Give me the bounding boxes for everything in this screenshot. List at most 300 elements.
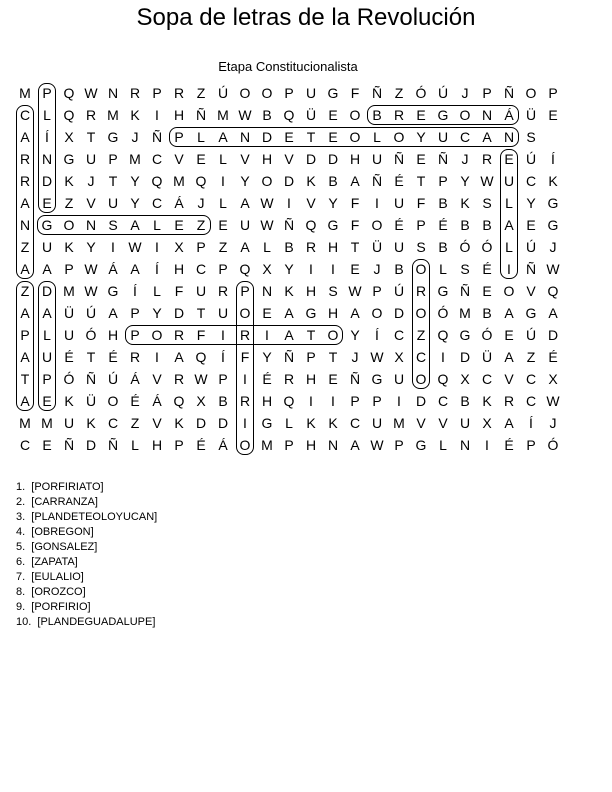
grid-letter[interactable]: E <box>42 393 52 409</box>
grid-letter[interactable]: Z <box>526 349 536 365</box>
grid-letter[interactable]: W <box>546 261 560 277</box>
grid-letter[interactable]: P <box>218 371 228 387</box>
grid-letter[interactable]: D <box>217 415 229 431</box>
grid-letter[interactable]: K <box>284 283 294 299</box>
grid-letter[interactable]: E <box>42 437 52 453</box>
grid-letter[interactable]: Í <box>551 151 555 167</box>
grid-letter[interactable]: Ñ <box>349 371 361 387</box>
grid-letter[interactable]: M <box>173 173 185 189</box>
grid-letter[interactable]: R <box>503 393 515 409</box>
grid-letter[interactable]: I <box>331 261 335 277</box>
grid-letter[interactable]: O <box>525 85 537 101</box>
grid-letter[interactable]: Ó <box>481 239 493 255</box>
grid-letter[interactable]: Z <box>64 195 74 211</box>
grid-letter[interactable]: K <box>86 415 96 431</box>
grid-letter[interactable]: A <box>482 129 492 145</box>
grid-letter[interactable]: O <box>349 107 361 123</box>
grid-letter[interactable]: C <box>459 129 471 145</box>
grid-letter[interactable]: A <box>20 129 30 145</box>
grid-letter[interactable]: J <box>549 415 557 431</box>
grid-letter[interactable]: Q <box>547 283 559 299</box>
grid-letter[interactable]: Y <box>240 173 250 189</box>
grid-letter[interactable]: O <box>459 107 471 123</box>
grid-letter[interactable]: O <box>371 305 383 321</box>
grid-letter[interactable]: É <box>438 217 448 233</box>
grid-letter[interactable]: Á <box>152 393 162 409</box>
grid-letter[interactable]: Í <box>155 261 159 277</box>
grid-letter[interactable]: Q <box>437 327 449 343</box>
grid-letter[interactable]: U <box>217 305 229 321</box>
grid-letter[interactable]: S <box>482 195 492 211</box>
grid-letter[interactable]: Z <box>130 415 140 431</box>
grid-letter[interactable]: T <box>20 371 30 387</box>
grid-letter[interactable]: I <box>243 371 247 387</box>
grid-letter[interactable]: U <box>107 195 119 211</box>
grid-letter[interactable]: Y <box>86 239 96 255</box>
grid-letter[interactable]: Á <box>174 195 184 211</box>
grid-letter[interactable]: A <box>174 349 184 365</box>
grid-letter[interactable]: X <box>548 371 558 387</box>
grid-letter[interactable]: V <box>152 371 162 387</box>
grid-letter[interactable]: H <box>327 305 339 321</box>
grid-letter[interactable]: Ó <box>547 437 559 453</box>
grid-letter[interactable]: A <box>240 239 250 255</box>
grid-letter[interactable]: R <box>481 151 493 167</box>
grid-letter[interactable]: Q <box>173 393 185 409</box>
letter-grid[interactable] <box>14 82 560 460</box>
grid-letter[interactable]: W <box>194 371 208 387</box>
grid-letter[interactable]: Ñ <box>85 371 97 387</box>
grid-letter[interactable]: D <box>393 305 405 321</box>
grid-letter[interactable]: O <box>327 327 339 343</box>
grid-letter[interactable]: O <box>239 305 251 321</box>
grid-letter[interactable]: U <box>459 415 471 431</box>
grid-letter[interactable]: É <box>482 261 492 277</box>
grid-letter[interactable]: W <box>370 349 384 365</box>
grid-letter[interactable]: E <box>416 151 426 167</box>
grid-letter[interactable]: P <box>284 85 294 101</box>
grid-letter[interactable]: É <box>196 437 206 453</box>
grid-letter[interactable]: Q <box>305 217 317 233</box>
grid-letter[interactable]: O <box>393 129 405 145</box>
grid-letter[interactable]: E <box>196 151 206 167</box>
grid-letter[interactable]: P <box>526 437 536 453</box>
grid-letter[interactable]: Ñ <box>371 173 383 189</box>
grid-letter[interactable]: B <box>460 393 470 409</box>
grid-letter[interactable]: V <box>306 195 316 211</box>
grid-letter[interactable]: O <box>107 393 119 409</box>
grid-letter[interactable]: C <box>349 415 361 431</box>
grid-letter[interactable]: Ñ <box>283 217 295 233</box>
grid-letter[interactable]: P <box>350 393 360 409</box>
grid-letter[interactable]: E <box>504 327 514 343</box>
grid-letter[interactable]: X <box>482 415 492 431</box>
grid-letter[interactable]: I <box>155 107 159 123</box>
grid-letter[interactable]: O <box>239 85 251 101</box>
grid-letter[interactable]: P <box>438 173 448 189</box>
grid-letter[interactable]: I <box>221 327 225 343</box>
grid-letter[interactable]: T <box>306 129 316 145</box>
grid-letter[interactable]: J <box>131 129 139 145</box>
grid-letter[interactable]: A <box>350 437 360 453</box>
grid-letter[interactable]: W <box>238 107 252 123</box>
grid-letter[interactable]: B <box>394 261 404 277</box>
grid-letter[interactable]: F <box>240 349 250 365</box>
grid-letter[interactable]: R <box>129 349 141 365</box>
grid-letter[interactable]: K <box>328 415 338 431</box>
grid-letter[interactable]: A <box>548 305 558 321</box>
grid-letter[interactable]: O <box>151 327 163 343</box>
grid-letter[interactable]: E <box>174 217 184 233</box>
grid-letter[interactable]: Y <box>130 195 140 211</box>
grid-letter[interactable]: I <box>243 415 247 431</box>
grid-letter[interactable]: R <box>415 283 427 299</box>
grid-letter[interactable]: J <box>87 173 95 189</box>
grid-letter[interactable]: U <box>393 371 405 387</box>
grid-letter[interactable]: V <box>174 151 184 167</box>
grid-letter[interactable]: C <box>195 261 207 277</box>
grid-letter[interactable]: A <box>240 195 250 211</box>
grid-letter[interactable]: M <box>63 283 75 299</box>
grid-letter[interactable]: Ó <box>481 327 493 343</box>
grid-letter[interactable]: Z <box>196 217 206 233</box>
grid-letter[interactable]: N <box>261 283 273 299</box>
grid-letter[interactable]: K <box>64 239 74 255</box>
grid-letter[interactable]: H <box>173 261 185 277</box>
grid-letter[interactable]: V <box>240 151 250 167</box>
grid-letter[interactable]: F <box>350 195 360 211</box>
grid-letter[interactable]: T <box>416 173 426 189</box>
grid-letter[interactable]: Ú <box>437 85 449 101</box>
grid-letter[interactable]: O <box>349 129 361 145</box>
grid-letter[interactable]: D <box>305 151 317 167</box>
grid-letter[interactable]: L <box>219 151 227 167</box>
grid-letter[interactable]: Ú <box>393 283 405 299</box>
grid-letter[interactable]: N <box>41 151 53 167</box>
grid-letter[interactable]: I <box>485 437 489 453</box>
grid-letter[interactable]: M <box>19 85 31 101</box>
grid-letter[interactable]: Ñ <box>195 107 207 123</box>
grid-letter[interactable]: L <box>285 415 293 431</box>
grid-letter[interactable]: W <box>84 85 98 101</box>
grid-letter[interactable]: A <box>504 305 514 321</box>
grid-letter[interactable]: B <box>284 239 294 255</box>
grid-letter[interactable]: B <box>460 217 470 233</box>
grid-letter[interactable]: R <box>19 151 31 167</box>
grid-letter[interactable]: Ú <box>217 85 229 101</box>
grid-letter[interactable]: D <box>415 393 427 409</box>
grid-letter[interactable]: W <box>370 437 384 453</box>
grid-letter[interactable]: K <box>130 107 140 123</box>
grid-letter[interactable]: C <box>151 151 163 167</box>
grid-letter[interactable]: Z <box>218 239 228 255</box>
grid-letter[interactable]: D <box>41 283 53 299</box>
grid-letter[interactable]: Á <box>130 371 140 387</box>
grid-letter[interactable]: G <box>371 371 383 387</box>
grid-letter[interactable]: C <box>437 393 449 409</box>
grid-letter[interactable]: W <box>480 173 494 189</box>
grid-letter[interactable]: B <box>262 107 272 123</box>
grid-letter[interactable]: R <box>239 327 251 343</box>
grid-letter[interactable]: X <box>196 393 206 409</box>
grid-letter[interactable]: U <box>41 239 53 255</box>
grid-letter[interactable]: U <box>85 151 97 167</box>
grid-letter[interactable]: R <box>393 107 405 123</box>
grid-letter[interactable]: K <box>174 415 184 431</box>
grid-letter[interactable]: M <box>41 415 53 431</box>
grid-letter[interactable]: Ñ <box>107 437 119 453</box>
grid-letter[interactable]: E <box>42 195 52 211</box>
grid-letter[interactable]: J <box>351 349 359 365</box>
grid-letter[interactable]: G <box>305 305 317 321</box>
grid-letter[interactable]: J <box>461 151 469 167</box>
grid-letter[interactable]: D <box>459 349 471 365</box>
grid-letter[interactable]: P <box>152 85 162 101</box>
grid-letter[interactable]: G <box>547 217 559 233</box>
grid-letter[interactable]: Q <box>195 173 207 189</box>
grid-letter[interactable]: D <box>195 415 207 431</box>
grid-letter[interactable]: P <box>218 261 228 277</box>
grid-letter[interactable]: U <box>63 415 75 431</box>
grid-letter[interactable]: R <box>19 173 31 189</box>
grid-letter[interactable]: Q <box>283 107 295 123</box>
grid-letter[interactable]: G <box>459 327 471 343</box>
grid-letter[interactable]: L <box>439 437 447 453</box>
grid-letter[interactable]: G <box>107 129 119 145</box>
grid-letter[interactable]: E <box>328 129 338 145</box>
grid-letter[interactable]: K <box>548 173 558 189</box>
grid-letter[interactable]: I <box>309 261 313 277</box>
grid-letter[interactable]: B <box>438 239 448 255</box>
grid-letter[interactable]: Ó <box>63 371 75 387</box>
grid-letter[interactable]: X <box>262 261 272 277</box>
grid-letter[interactable]: É <box>394 173 404 189</box>
grid-letter[interactable]: Y <box>328 195 338 211</box>
grid-letter[interactable]: M <box>261 437 273 453</box>
grid-letter[interactable]: T <box>328 349 338 365</box>
grid-letter[interactable]: I <box>155 349 159 365</box>
grid-letter[interactable]: U <box>41 349 53 365</box>
grid-letter[interactable]: O <box>261 173 273 189</box>
grid-letter[interactable]: I <box>507 261 511 277</box>
grid-letter[interactable]: C <box>393 327 405 343</box>
grid-letter[interactable]: M <box>393 415 405 431</box>
grid-letter[interactable]: L <box>263 239 271 255</box>
grid-letter[interactable]: A <box>504 349 514 365</box>
grid-letter[interactable]: Ú <box>85 305 97 321</box>
grid-letter[interactable]: Q <box>63 85 75 101</box>
grid-letter[interactable]: A <box>108 305 118 321</box>
grid-letter[interactable]: W <box>260 217 274 233</box>
grid-letter[interactable]: M <box>129 151 141 167</box>
grid-letter[interactable]: Ñ <box>525 261 537 277</box>
grid-letter[interactable]: E <box>416 107 426 123</box>
grid-letter[interactable]: M <box>217 107 229 123</box>
grid-letter[interactable]: B <box>482 217 492 233</box>
grid-letter[interactable]: I <box>441 349 445 365</box>
grid-letter[interactable]: I <box>221 173 225 189</box>
grid-letter[interactable]: H <box>107 327 119 343</box>
grid-letter[interactable]: Á <box>504 107 514 123</box>
grid-letter[interactable]: X <box>394 349 404 365</box>
grid-letter[interactable]: I <box>287 195 291 211</box>
grid-letter[interactable]: A <box>20 393 30 409</box>
grid-letter[interactable]: V <box>86 195 96 211</box>
grid-letter[interactable]: I <box>397 393 401 409</box>
grid-letter[interactable]: W <box>348 283 362 299</box>
grid-letter[interactable]: A <box>42 261 52 277</box>
grid-letter[interactable]: R <box>239 393 251 409</box>
grid-letter[interactable]: U <box>195 283 207 299</box>
grid-letter[interactable]: O <box>415 305 427 321</box>
grid-letter[interactable]: L <box>505 195 513 211</box>
grid-letter[interactable]: D <box>85 437 97 453</box>
grid-letter[interactable]: L <box>505 239 513 255</box>
grid-letter[interactable]: P <box>240 283 250 299</box>
grid-letter[interactable]: X <box>460 371 470 387</box>
grid-letter[interactable]: Ó <box>85 327 97 343</box>
grid-letter[interactable]: E <box>218 217 228 233</box>
grid-letter[interactable]: G <box>547 195 559 211</box>
grid-letter[interactable]: P <box>416 217 426 233</box>
grid-letter[interactable]: K <box>64 173 74 189</box>
grid-letter[interactable]: I <box>331 393 335 409</box>
grid-letter[interactable]: Ñ <box>459 283 471 299</box>
grid-letter[interactable]: R <box>305 239 317 255</box>
grid-letter[interactable]: U <box>437 129 449 145</box>
grid-letter[interactable]: Ñ <box>283 349 295 365</box>
grid-letter[interactable]: C <box>525 173 537 189</box>
grid-letter[interactable]: I <box>155 239 159 255</box>
grid-letter[interactable]: R <box>283 371 295 387</box>
grid-letter[interactable]: Ü <box>305 107 317 123</box>
grid-letter[interactable]: E <box>262 305 272 321</box>
grid-letter[interactable]: Á <box>218 437 228 453</box>
grid-letter[interactable]: Ó <box>437 305 449 321</box>
grid-letter[interactable]: M <box>459 305 471 321</box>
grid-letter[interactable]: G <box>415 437 427 453</box>
grid-letter[interactable]: U <box>503 173 515 189</box>
grid-letter[interactable]: D <box>547 327 559 343</box>
grid-letter[interactable]: E <box>482 283 492 299</box>
grid-letter[interactable]: R <box>129 85 141 101</box>
grid-letter[interactable]: D <box>327 151 339 167</box>
grid-letter[interactable]: G <box>107 283 119 299</box>
grid-letter[interactable]: Q <box>63 107 75 123</box>
grid-letter[interactable]: N <box>107 85 119 101</box>
grid-letter[interactable]: W <box>84 261 98 277</box>
grid-letter[interactable]: O <box>415 261 427 277</box>
grid-letter[interactable]: N <box>19 217 31 233</box>
grid-letter[interactable]: H <box>349 151 361 167</box>
grid-letter[interactable]: Ñ <box>151 129 163 145</box>
grid-letter[interactable]: Á <box>108 261 118 277</box>
grid-letter[interactable]: E <box>504 151 514 167</box>
grid-letter[interactable]: N <box>239 129 251 145</box>
grid-letter[interactable]: Í <box>375 327 379 343</box>
grid-letter[interactable]: É <box>108 349 118 365</box>
grid-letter[interactable]: É <box>394 217 404 233</box>
grid-letter[interactable]: T <box>306 327 316 343</box>
grid-letter[interactable]: Ü <box>63 305 75 321</box>
grid-letter[interactable]: G <box>525 305 537 321</box>
grid-letter[interactable]: S <box>460 261 470 277</box>
grid-letter[interactable]: P <box>130 305 140 321</box>
grid-letter[interactable]: P <box>372 393 382 409</box>
grid-letter[interactable]: V <box>438 415 448 431</box>
grid-letter[interactable]: B <box>482 305 492 321</box>
grid-letter[interactable]: Ü <box>481 349 493 365</box>
grid-letter[interactable]: F <box>350 85 360 101</box>
grid-letter[interactable]: Q <box>239 261 251 277</box>
grid-letter[interactable]: M <box>19 415 31 431</box>
grid-letter[interactable]: N <box>85 217 97 233</box>
grid-letter[interactable]: O <box>261 85 273 101</box>
grid-letter[interactable]: Í <box>529 415 533 431</box>
grid-letter[interactable]: H <box>261 393 273 409</box>
grid-letter[interactable]: W <box>546 393 560 409</box>
grid-letter[interactable]: G <box>437 107 449 123</box>
grid-letter[interactable]: H <box>305 371 317 387</box>
grid-letter[interactable]: J <box>373 261 381 277</box>
grid-letter[interactable]: A <box>130 217 140 233</box>
grid-letter[interactable]: Q <box>195 349 207 365</box>
grid-letter[interactable]: C <box>525 371 537 387</box>
grid-letter[interactable]: A <box>218 129 228 145</box>
grid-letter[interactable]: P <box>196 239 206 255</box>
grid-letter[interactable]: C <box>107 415 119 431</box>
grid-letter[interactable]: F <box>174 283 184 299</box>
grid-letter[interactable]: K <box>306 415 316 431</box>
grid-letter[interactable]: U <box>63 327 75 343</box>
grid-letter[interactable]: V <box>152 415 162 431</box>
grid-letter[interactable]: E <box>328 371 338 387</box>
grid-letter[interactable]: P <box>42 85 52 101</box>
grid-letter[interactable]: A <box>284 327 294 343</box>
grid-letter[interactable]: L <box>373 129 381 145</box>
grid-letter[interactable]: Ñ <box>437 151 449 167</box>
grid-letter[interactable]: K <box>460 195 470 211</box>
grid-letter[interactable]: Í <box>45 129 49 145</box>
grid-letter[interactable]: P <box>108 151 118 167</box>
grid-letter[interactable]: R <box>173 327 185 343</box>
grid-letter[interactable]: P <box>306 349 316 365</box>
grid-letter[interactable]: G <box>261 415 273 431</box>
grid-letter[interactable]: H <box>305 283 317 299</box>
grid-letter[interactable]: G <box>41 217 53 233</box>
grid-letter[interactable]: C <box>19 437 31 453</box>
grid-letter[interactable]: T <box>86 129 96 145</box>
grid-letter[interactable]: H <box>327 239 339 255</box>
grid-letter[interactable]: D <box>41 173 53 189</box>
grid-letter[interactable]: X <box>174 239 184 255</box>
grid-letter[interactable]: P <box>130 327 140 343</box>
grid-letter[interactable]: L <box>43 107 51 123</box>
grid-letter[interactable]: V <box>284 151 294 167</box>
grid-letter[interactable]: J <box>197 195 205 211</box>
grid-letter[interactable]: F <box>350 217 360 233</box>
grid-letter[interactable]: T <box>108 173 118 189</box>
grid-letter[interactable]: V <box>526 283 536 299</box>
grid-letter[interactable]: V <box>416 415 426 431</box>
grid-letter[interactable]: H <box>305 437 317 453</box>
grid-letter[interactable]: U <box>371 415 383 431</box>
grid-letter[interactable]: R <box>85 107 97 123</box>
grid-letter[interactable]: O <box>63 217 75 233</box>
grid-letter[interactable]: P <box>548 85 558 101</box>
grid-letter[interactable]: B <box>328 173 338 189</box>
grid-letter[interactable]: D <box>261 129 273 145</box>
